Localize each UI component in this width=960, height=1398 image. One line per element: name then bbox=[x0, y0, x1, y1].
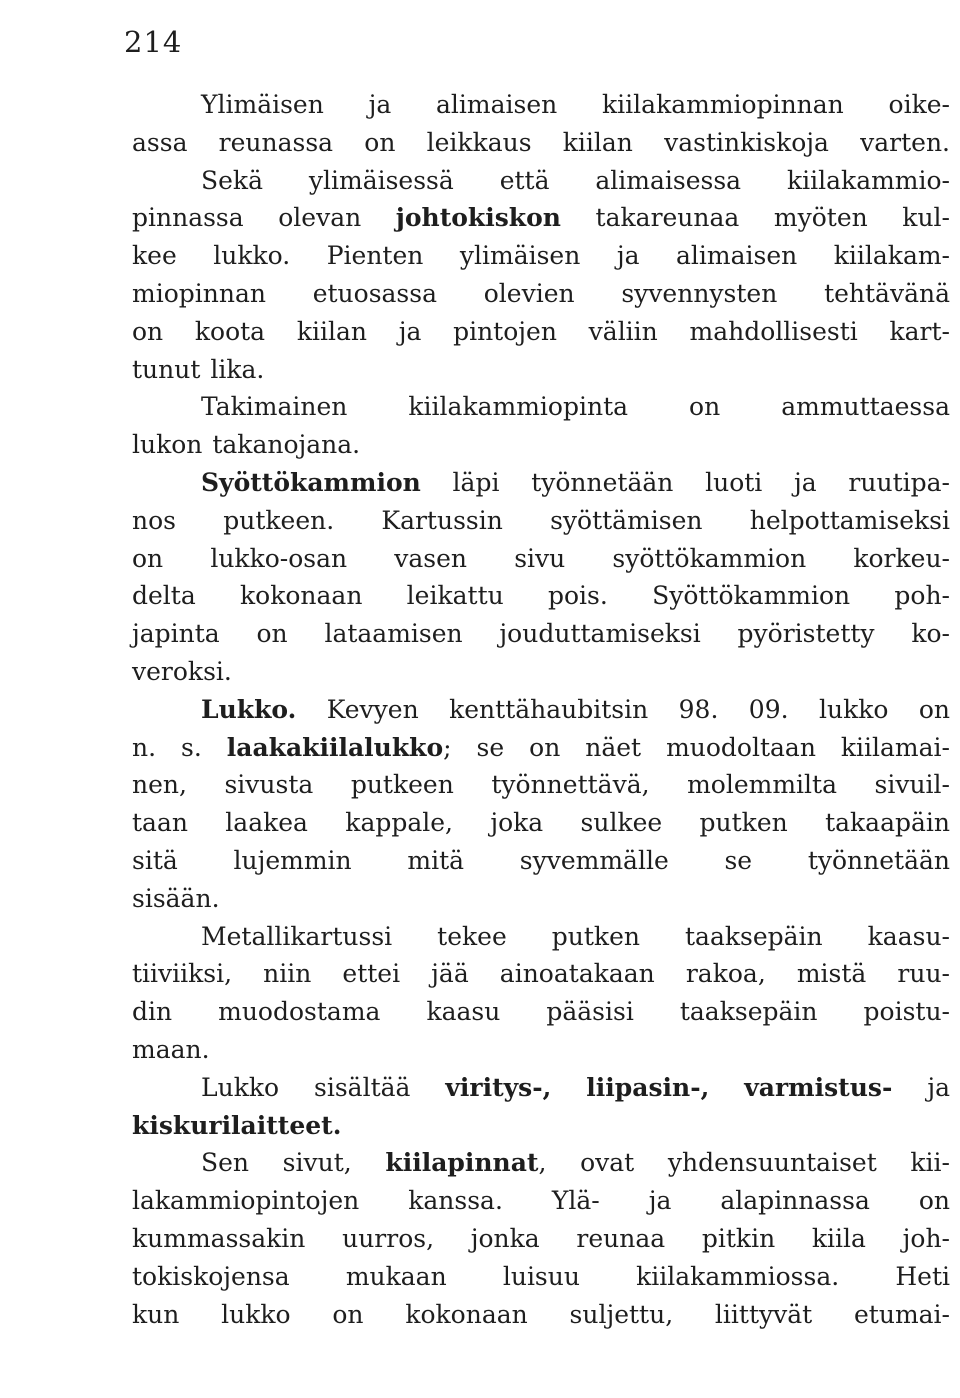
page-number: 214 bbox=[124, 25, 183, 59]
text-line bbox=[132, 729, 950, 767]
text-segment: din muodostama kaasu pääsisi taaksepäin poistu- bbox=[132, 997, 950, 1027]
text-segment: nen, sivusta putkeen työnnettävä, molemmilta sivuil- bbox=[132, 770, 950, 800]
text-line bbox=[132, 1031, 950, 1069]
bold-term: kiilapinnat bbox=[385, 1148, 539, 1178]
text-segment: Metallikartussi tekee putken taaksepäin kaasu- bbox=[201, 921, 950, 951]
text-segment: on koota kiilan ja pintojen väliin mahdollisesti kart- bbox=[132, 316, 950, 346]
text-line bbox=[201, 86, 950, 124]
text-segment: sisään. bbox=[132, 883, 220, 913]
bold-term: liipasin-, bbox=[586, 1072, 710, 1102]
text-segment: on lukko-osan vasen sivu syöttökammion korkeu- bbox=[132, 543, 950, 573]
text-line bbox=[132, 653, 950, 691]
text-line bbox=[132, 993, 950, 1031]
text-line bbox=[132, 351, 950, 389]
text-segment: tiiviiksi, niin ettei jää ainoatakaan rakoa, mistä ruu- bbox=[132, 959, 950, 989]
text-line bbox=[132, 842, 950, 880]
text-line bbox=[132, 237, 950, 275]
text-line bbox=[132, 426, 950, 464]
text-segment: ja bbox=[892, 1072, 950, 1102]
text-segment: kummassakin uurros, jonka reunaa pitkin kiila joh- bbox=[132, 1224, 950, 1253]
bold-term: Lukko. bbox=[201, 694, 297, 724]
text-line bbox=[201, 388, 950, 426]
text-line bbox=[132, 804, 950, 842]
text-segment: sitä lujemmin mitä syvemmälle se työnnetään bbox=[132, 846, 950, 875]
text-line bbox=[132, 766, 950, 804]
text-line bbox=[201, 162, 950, 200]
text-segment: Kevyen kenttähaubitsin 98. 09. lukko on bbox=[296, 694, 950, 724]
text-segment: veroksi. bbox=[132, 657, 232, 686]
text-segment: pinnassa olevan bbox=[132, 203, 396, 233]
text-segment: kun lukko on kokonaan suljettu, liittyvät etumai- bbox=[132, 1299, 950, 1329]
text-line bbox=[132, 577, 950, 615]
text-segment: ; se on näet muodoltaan kiilamai- bbox=[443, 732, 950, 762]
text-segment: tokiskojensa mukaan luisuu kiilakammiossa. Heti bbox=[132, 1261, 950, 1291]
text-segment: takareunaa myöten kul- bbox=[560, 203, 950, 233]
text-line bbox=[132, 1258, 950, 1296]
text-segment: läpi työnnetään luoti ja ruutipa- bbox=[420, 468, 950, 497]
text-segment: Lukko sisältää bbox=[201, 1072, 446, 1102]
text-segment: kee lukko. Pienten ylimäisen ja alimaisen kiilakam- bbox=[132, 241, 950, 271]
text-line bbox=[132, 615, 950, 653]
text-segment: assa reunassa on leikkaus kiilan vastinkiskoja varten. bbox=[132, 127, 950, 157]
text-segment bbox=[551, 1073, 586, 1102]
text-line bbox=[132, 199, 950, 237]
text-segment: , ovat yhdensuuntaiset kii- bbox=[538, 1148, 950, 1178]
text-line bbox=[132, 880, 950, 918]
bold-term: viritys-, bbox=[445, 1072, 552, 1102]
text-segment: Sekä ylimäisessä että alimaisessa kiilakammio- bbox=[201, 165, 950, 195]
bold-term: kiskurilaitteet. bbox=[132, 1110, 342, 1140]
text-segment: nos putkeen. Kartussin syöttämisen helpottamiseksi bbox=[132, 505, 950, 535]
bold-term: varmistus- bbox=[744, 1072, 893, 1102]
bold-term: Syöttökammion bbox=[201, 468, 421, 497]
text-line bbox=[132, 124, 950, 162]
text-line bbox=[201, 918, 950, 956]
text-segment: n. s. bbox=[132, 732, 227, 762]
text-segment: japinta on lataamisen jouduttamiseksi pyöristetty ko- bbox=[132, 619, 950, 649]
text-segment: Ylimäisen ja alimaisen kiilakammiopinnan oike- bbox=[201, 90, 950, 119]
text-line bbox=[132, 1220, 950, 1258]
bold-term: johtokiskon bbox=[395, 203, 561, 233]
text-segment: lakammiopintojen kanssa. Ylä- ja alapinnassa on bbox=[132, 1186, 950, 1216]
text-line bbox=[201, 691, 950, 729]
text-line bbox=[132, 955, 950, 993]
text-line bbox=[132, 1296, 950, 1334]
text-line bbox=[201, 1144, 950, 1182]
text-line bbox=[132, 275, 950, 313]
text-line bbox=[132, 313, 950, 351]
text-line bbox=[132, 1107, 950, 1145]
text-line bbox=[132, 540, 950, 578]
text-line bbox=[201, 1069, 950, 1107]
text-segment bbox=[709, 1073, 744, 1102]
text-line bbox=[132, 502, 950, 540]
text-segment: Sen sivut, bbox=[201, 1148, 386, 1178]
bold-term: laakakiilalukko bbox=[226, 732, 444, 762]
text-line bbox=[201, 464, 950, 502]
text-segment: miopinnan etuosassa olevien syvennysten tehtävänä bbox=[132, 279, 950, 308]
text-segment: delta kokonaan leikattu pois. Syöttökammion poh- bbox=[132, 581, 950, 611]
text-line bbox=[132, 1182, 950, 1220]
text-segment: lukon takanojana. bbox=[132, 430, 361, 460]
text-segment: taan laakea kappale, joka sulkee putken takaapäin bbox=[132, 808, 950, 838]
text-segment: maan. bbox=[132, 1035, 210, 1064]
text-segment: tunut lika. bbox=[132, 354, 265, 384]
text-segment: Takimainen kiilakammiopinta on ammuttaessa bbox=[201, 392, 950, 422]
